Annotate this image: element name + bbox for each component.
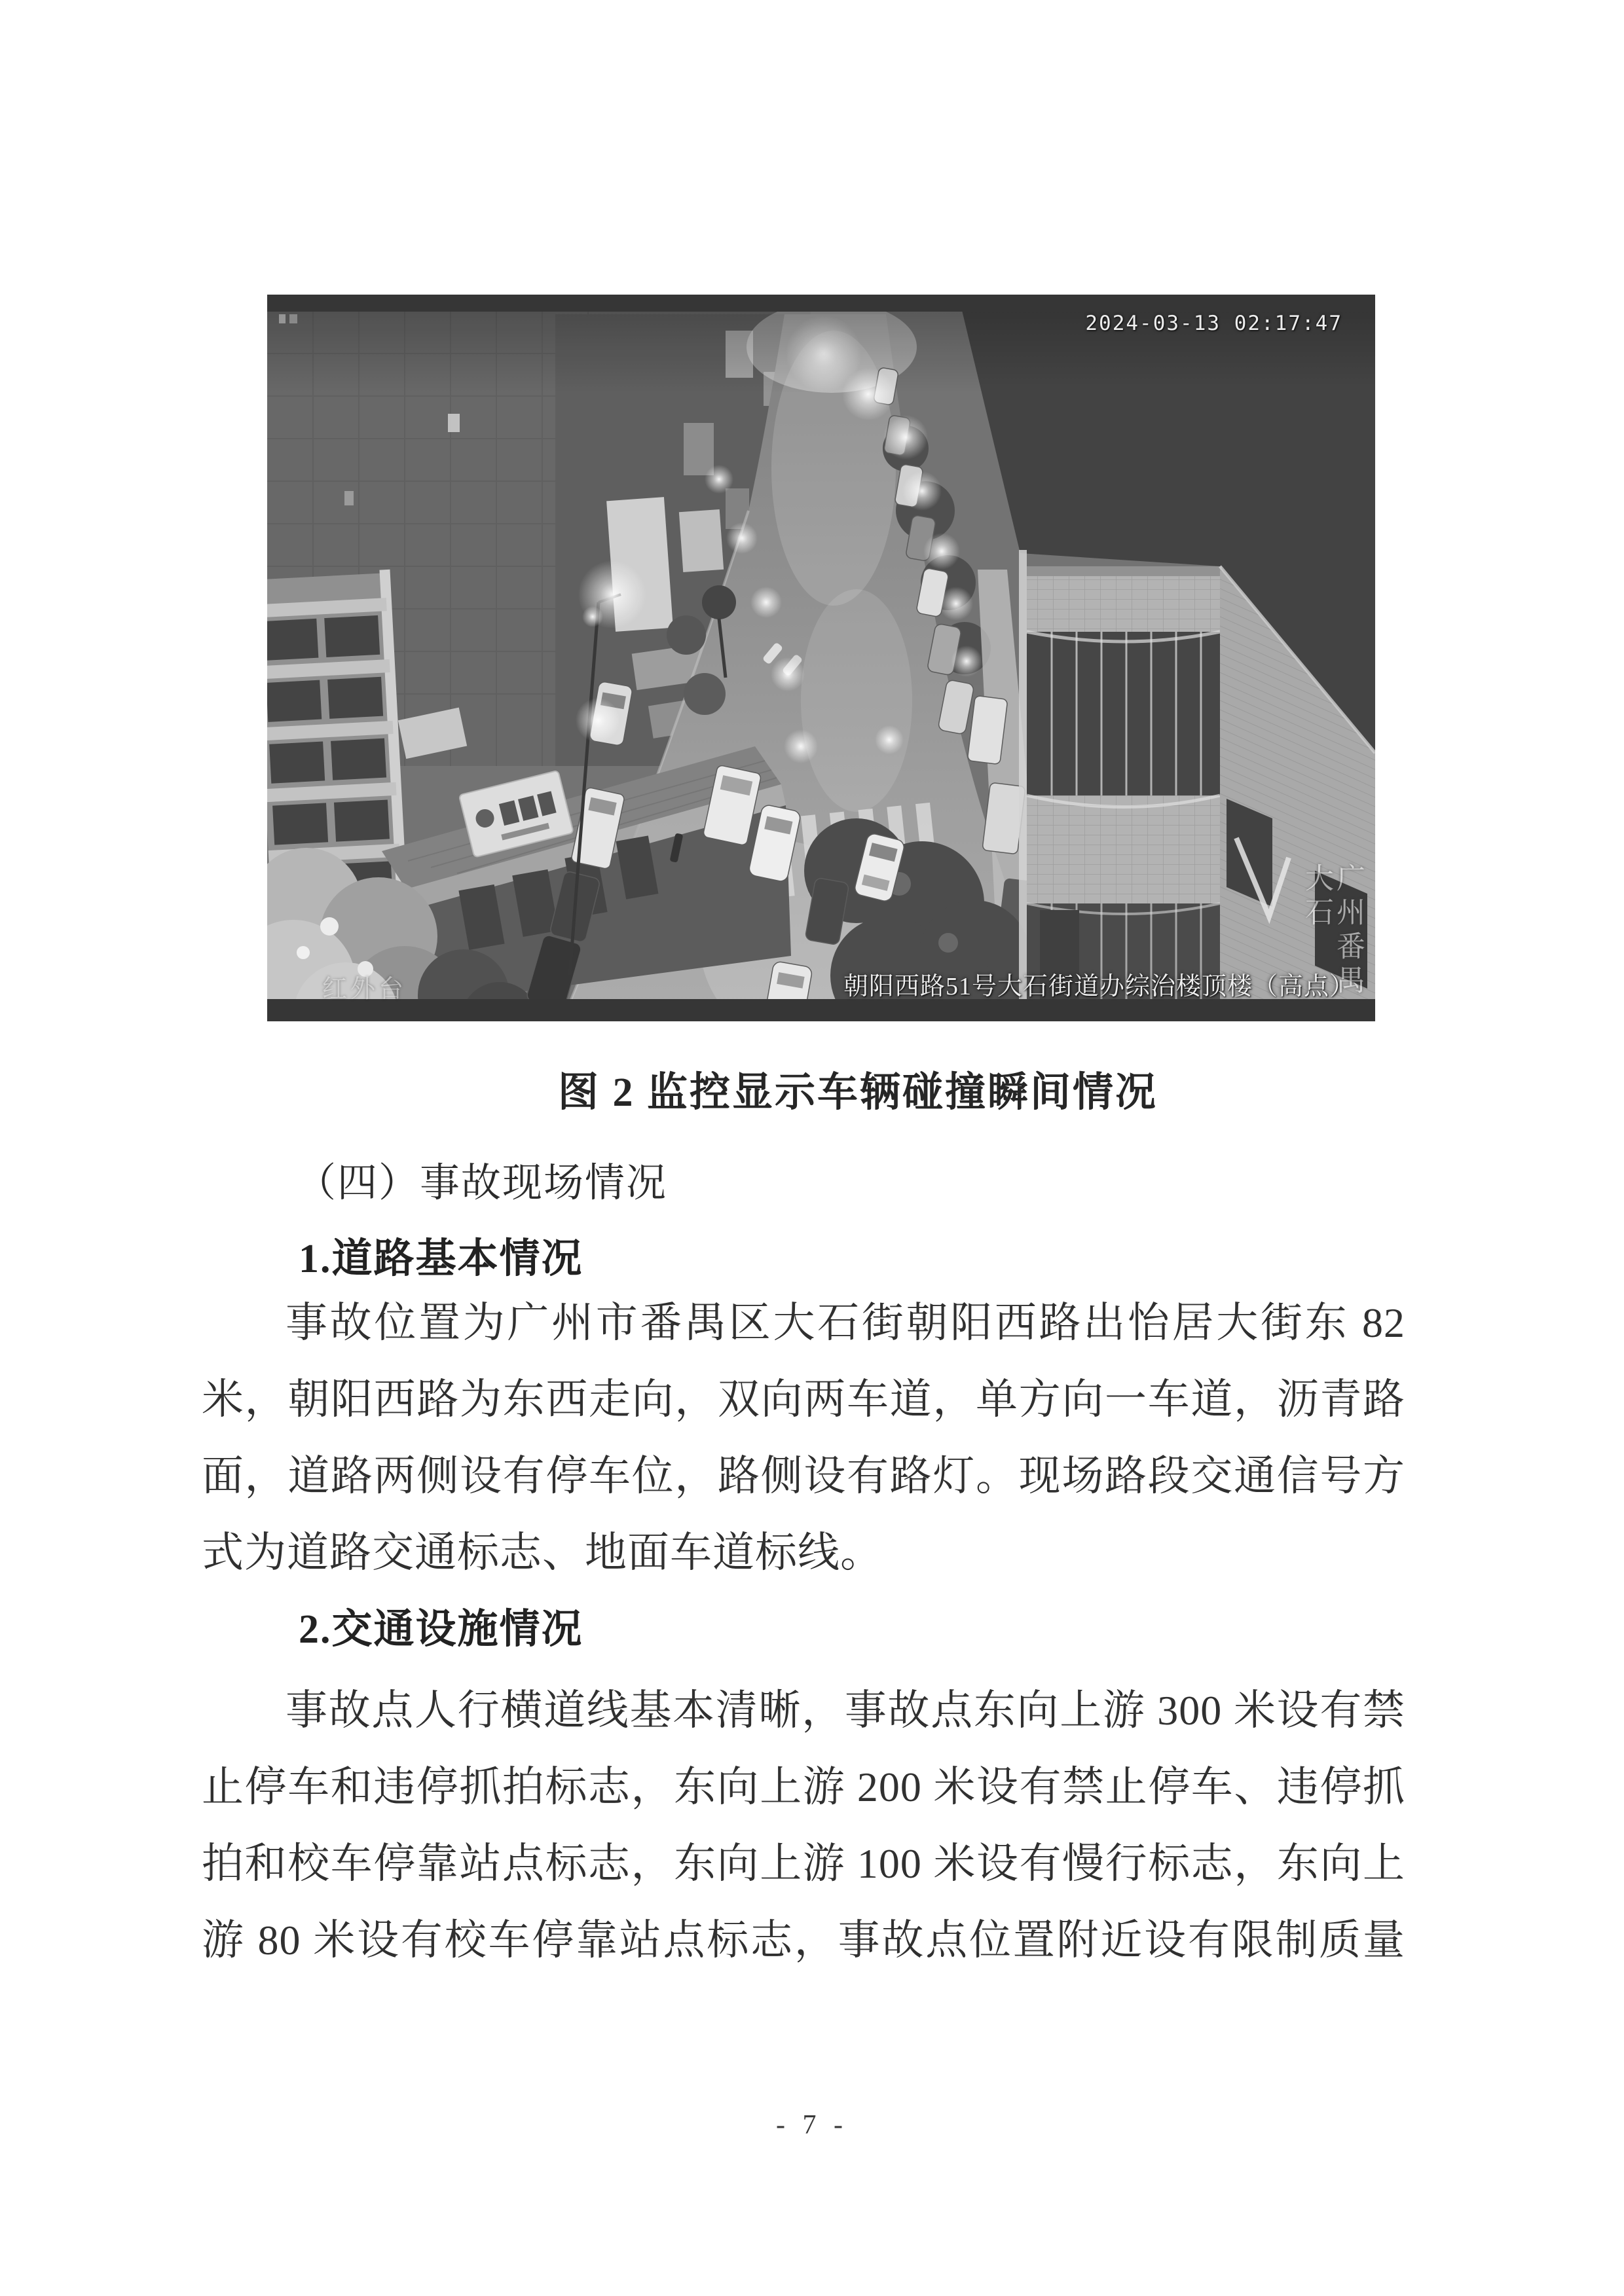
page-number: - 7 - — [776, 2110, 848, 2140]
text-line: 米，朝阳西路为东西走向，双向两车道，单方向一车道，沥青路 — [202, 1376, 1405, 1423]
section-heading: （四）事故现场情况 — [296, 1161, 668, 1205]
subsection-2-heading: 2.交通设施情况 — [299, 1607, 583, 1652]
cctv-watermark — [1302, 863, 1362, 999]
cctv-infrared-label: 红外台 — [322, 975, 407, 1003]
watermark-column-right: 广州番禺 — [1332, 863, 1364, 999]
figure-caption: 图 2 监控显示车辆碰撞瞬间情况 — [557, 1070, 1158, 1115]
text-line: 止停车和违停抓拍标志，东向上游 200 米设有禁止停车、违停抓 — [202, 1764, 1405, 1810]
text-line: 事故位置为广州市番禺区大石街朝阳西路出怡居大街东 82 — [286, 1300, 1405, 1346]
cctv-photo — [267, 295, 1375, 1021]
photocopy-wash — [267, 295, 1375, 1021]
text-line: 拍和校车停靠站点标志，东向上游 100 米设有慢行标志，东向上 — [202, 1840, 1405, 1887]
cctv-scene — [267, 295, 1375, 1021]
text-line: 面，道路两侧设有停车位，路侧设有路灯。现场路段交通信号方 — [202, 1453, 1405, 1499]
text-line: 游 80 米设有校车停靠站点标志，事故点位置附近设有限制质量 — [202, 1917, 1405, 1963]
paragraph-traffic-facilities — [202, 1672, 1405, 1978]
cctv-location-label: 朝阳西路51号大石街道办综治楼顶楼（高点） — [843, 973, 1356, 1000]
subsection-1-heading: 1.道路基本情况 — [299, 1237, 583, 1281]
watermark-column-left: 大石 — [1301, 863, 1333, 931]
text-line: 事故点人行横道线基本清晰，事故点东向上游 300 米设有禁 — [286, 1687, 1405, 1734]
text-line: 式为道路交通标志、地面车道标线。 — [202, 1529, 883, 1576]
paragraph-road-conditions — [202, 1285, 1405, 1591]
cctv-timestamp: 2024-03-13 02:17:47 — [1085, 312, 1342, 335]
